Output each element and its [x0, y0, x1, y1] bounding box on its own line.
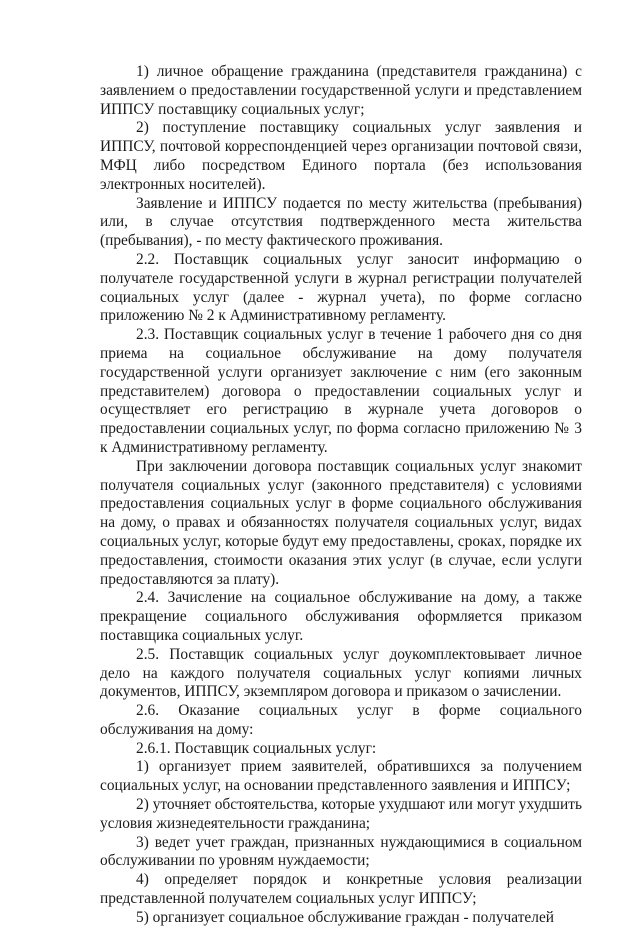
paragraph-15: 5) организует социальное обслуживание граждан - получателей	[136, 908, 555, 926]
paragraph-5: 2.3. Поставщик социальных услуг в течение 1 рабочего дня со дня приема на социальное обслуживание на дому получателя государственной услуги организует заключение с ним (его законным представителем) договора о предоставлении социальных услуг и осуществляет его регистрацию в журнале учета договоров о предоставлении социальных услуг, по форма согласно приложению № 3 к Административному регламенту.	[100, 326, 582, 456]
paragraph-8: 2.5. Поставщик социальных услуг доукомплектовывает личное дело на каждого получателя социальных услуг копиями личных документов, ИППСУ, экземпляром договора и приказом о зачислении.	[100, 645, 582, 701]
paragraph-11: 1) организует прием заявителей, обратившихся за получением социальных услуг, на основании представленного заявления и ИППСУ;	[100, 758, 582, 795]
paragraph-1: 1) личное обращение гражданина (представителя гражданина) с заявлением о предоставлении государственной услуги и представлением ИППСУ поставщику социальных услуг;	[100, 63, 582, 118]
paragraph-7: 2.4. Зачисление на социальное обслуживание на дому, а также прекращение социального обслуживания оформляется приказом поставщика социальных услуг.	[100, 589, 582, 644]
paragraph-9: 2.6. Оказание социальных услуг в форме социального обслуживания на дому:	[100, 702, 582, 738]
paragraph-12: 2) уточняет обстоятельства, которые ухудшают или могут ухудшить условия жизнедеятельности гражданина;	[100, 796, 582, 832]
paragraph-3: Заявление и ИППСУ подается по месту жительства (пребывания) или, в случае отсутствия подтвержденного места жительства (пребывания), - по месту фактического проживания.	[100, 194, 582, 250]
paragraph-10: 2.6.1. Поставщик социальных услуг:	[136, 739, 377, 757]
document-body	[100, 63, 582, 928]
paragraph-2: 2) поступление поставщику социальных услуг заявления и ИППСУ, почтовой корреспонденцией через организации почтовой связи, МФЦ либо посредством Единого портала (без использования электронных носителей).	[100, 119, 582, 193]
paragraph-14: 4) определяет порядок и конкретные условия реализации представленной получателем социальных услуг ИППСУ;	[100, 871, 582, 908]
paragraph-4: 2.2. Поставщик социальных услуг заносит информацию о получателе государственной услуги в журнал регистрации получателей социальных услуг (далее - журнал учета), по форме согласно приложению № 2 к Административному регламенту.	[100, 250, 582, 325]
paragraph-13: 3) ведет учет граждан, признанных нуждающимися в социальном обслуживании по уровням нуждаемости;	[100, 833, 582, 870]
paragraph-6: При заключении договора поставщик социальных услуг знакомит получателя социальных услуг (законного представителя) с условиями предоставления социальных услуг в форме социального обслуживания на дому, о правах и обязанностях получателя социальных услуг, видах социальных услуг, которые будут ему предоставлены, сроках, порядке их предоставления, стоимости оказания этих услуг (в случае, если услуги предоставляются за плату).	[100, 457, 582, 588]
